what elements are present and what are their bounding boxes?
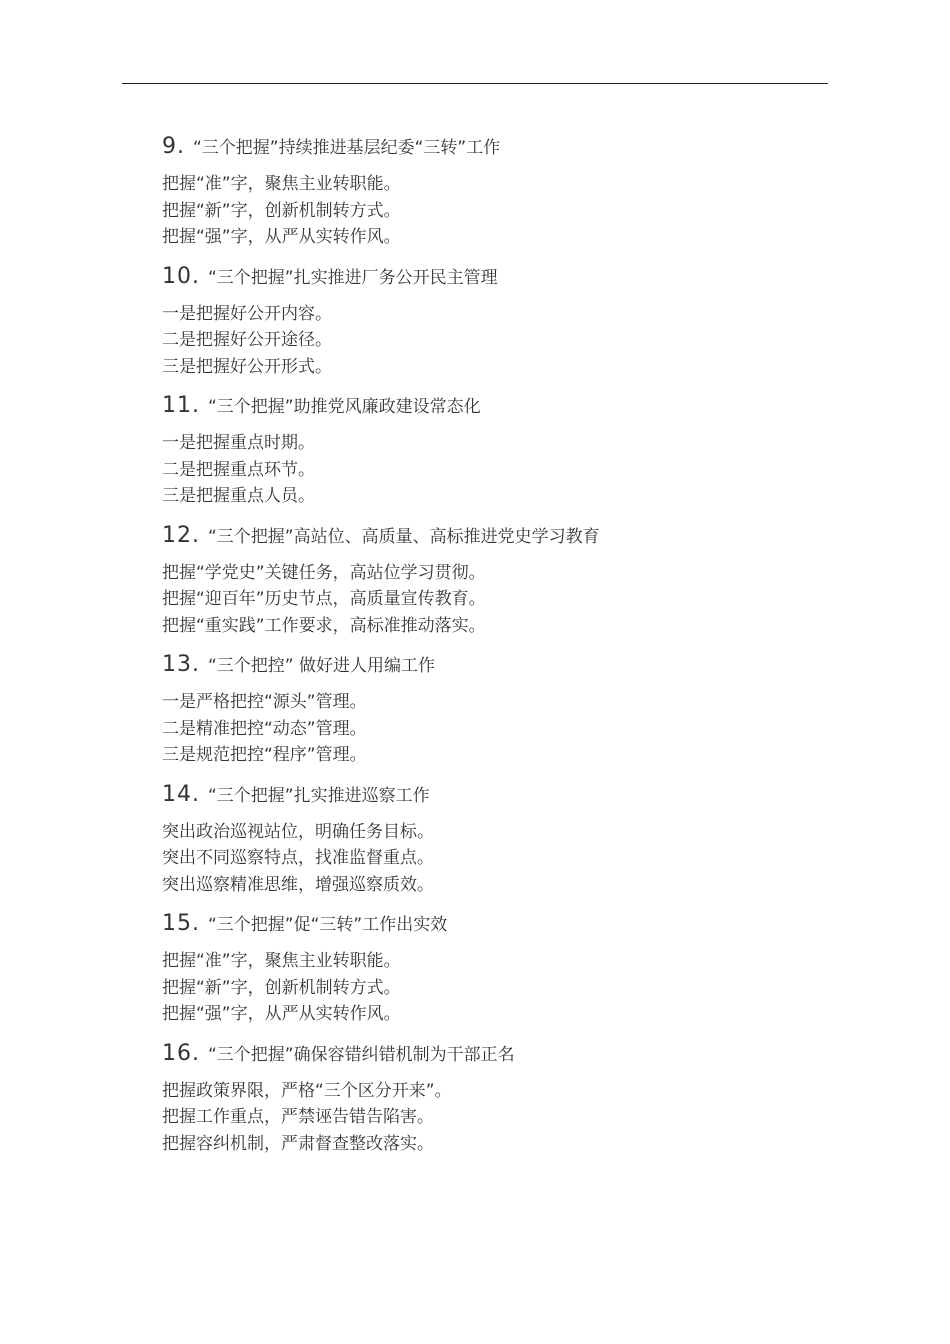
- section-item: 突出巡察精准思维，增强巡察质效。: [162, 874, 434, 895]
- section-item: 把握“学党史”关键任务，高站位学习贯彻。: [162, 562, 486, 583]
- section-item: 一是严格把控“源头”管理。: [162, 692, 367, 712]
- section: [162, 651, 842, 769]
- section-item: 二是把握好公开途径。: [162, 330, 332, 350]
- section: [162, 781, 842, 899]
- section-item: 一是把握重点时期。: [162, 433, 315, 453]
- section: [162, 522, 842, 640]
- document-content: [162, 133, 842, 1169]
- section-heading: “三个把握”确保容错纠错机制为干部正名: [208, 1044, 515, 1065]
- section-heading: “三个把握”促“三转”工作出实效: [208, 915, 448, 935]
- section-title: [162, 651, 842, 683]
- section-item: 把握“新”字，创新机制转方式。: [162, 977, 401, 998]
- section-number: 15.: [162, 911, 200, 936]
- section-title: [162, 133, 842, 165]
- section: [162, 133, 842, 251]
- section-number: 14.: [162, 781, 200, 807]
- section-item: 突出政治巡视站位，明确任务目标。: [162, 821, 434, 842]
- section-item: 把握“强”字，从严从实转作风。: [162, 227, 401, 247]
- section-heading: “三个把握”持续推进基层纪委“三转”工作: [193, 138, 501, 158]
- section-heading: “三个把握”扎实推进厂务公开民主管理: [208, 267, 498, 288]
- section-item: 把握“重实践”工作要求，高标准推动落实。: [162, 615, 486, 636]
- section-item: 把握“准”字，聚焦主业转职能。: [162, 174, 401, 194]
- section-number: 13.: [162, 652, 200, 677]
- header-rule: [122, 83, 828, 84]
- section-heading: “三个把握”助推党风廉政建设常态化: [208, 397, 481, 417]
- section-item: 三是规范把控“程序”管理。: [162, 745, 367, 765]
- section-item: 二是精准把控“动态”管理。: [162, 718, 367, 739]
- section-item: 把握“新”字，创新机制转方式。: [162, 200, 401, 221]
- section-item: 三是把握重点人员。: [162, 486, 315, 506]
- section-number: 12.: [162, 522, 200, 548]
- section-number: 10.: [162, 263, 200, 289]
- section-title: [162, 910, 842, 942]
- section: [162, 263, 842, 381]
- section-item: 把握“迎百年”历史节点，高质量宣传教育。: [162, 589, 486, 609]
- section-heading: “三个把握”高站位、高质量、高标推进党史学习教育: [208, 526, 600, 547]
- section-title: [162, 781, 842, 813]
- section-number: 11.: [162, 393, 200, 418]
- section-item: 三是把握好公开形式。: [162, 356, 332, 377]
- section: [162, 910, 842, 1028]
- section-title: [162, 392, 842, 424]
- section-title: [162, 263, 842, 295]
- section: [162, 1040, 842, 1158]
- section-item: 一是把握好公开内容。: [162, 303, 332, 324]
- section-item: 把握政策界限，严格“三个区分开来”。: [162, 1080, 452, 1101]
- section-heading: “三个把控” 做好进人用编工作: [208, 656, 436, 676]
- section-title: [162, 1040, 842, 1072]
- section-title: [162, 522, 842, 554]
- section-item: 把握“准”字，聚焦主业转职能。: [162, 951, 401, 971]
- section-item: 把握工作重点，严禁诬告错告陷害。: [162, 1107, 434, 1127]
- section-number: 9.: [162, 134, 185, 159]
- section-heading: “三个把握”扎实推进巡察工作: [208, 785, 430, 806]
- section-number: 16.: [162, 1040, 200, 1066]
- section: [162, 392, 842, 510]
- section-item: 二是把握重点环节。: [162, 459, 315, 480]
- section-item: 把握容纠机制，严肃督查整改落实。: [162, 1133, 434, 1154]
- section-item: 突出不同巡察特点，找准监督重点。: [162, 848, 434, 868]
- section-item: 把握“强”字，从严从实转作风。: [162, 1004, 401, 1024]
